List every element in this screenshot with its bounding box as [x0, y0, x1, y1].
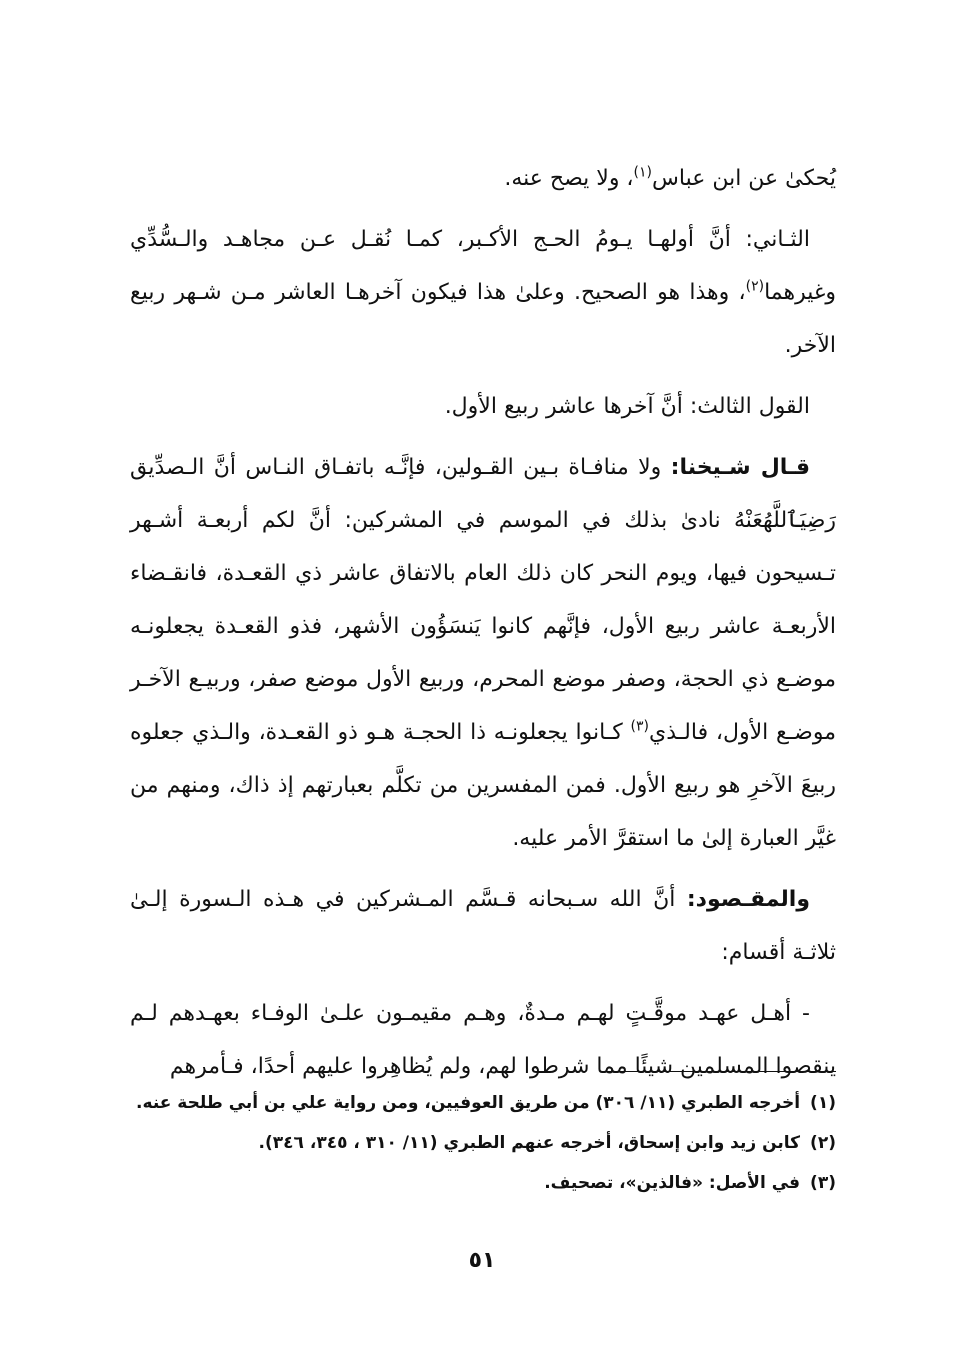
footnote-2 [120, 1123, 836, 1163]
paragraph-5 [130, 873, 836, 979]
paragraph-text-continued: كـانوا يجعلونـه ذا الحجـة هـو ذو القعـدة، والـذي جعلوه ربيعَ الآخرِ هو ربيع الأول. فمن المفسرين من تكلَّم بعبارتهم إذ ذاك، ومنهم من غيَّر العبارة إلىٰ ما استقرَّ الأمر عليه. [130, 720, 836, 851]
paragraph-text: أنَّ الله سـبحانه قـسَّم المـشركين في هـذه الـسورة إلـىٰ ثلاثـة أقسام: [130, 887, 836, 965]
paragraph-text-continued: ، وهذا هو الصحيح. وعلىٰ هذا فيكون آخرهـا العاشر مـن شـهر ربيع الآخر. [130, 280, 836, 358]
paragraph-text-continued: ، ولا يصح عنه. [504, 166, 634, 191]
footnotes [120, 1083, 836, 1203]
footnote-text: كابن زيد وابن إسحاق، أخرجه عنهم الطبري (١١/ ٣١٠ ، ٣٤٥، ٣٤٦). [258, 1133, 801, 1153]
main-text [130, 152, 836, 1093]
footnote-number: (١) [810, 1093, 836, 1113]
paragraph-3 [130, 380, 836, 433]
footnote-ref-2: (٢) [745, 278, 765, 295]
paragraph-lead: والمقـصود: [686, 887, 810, 912]
footnote-number: (٢) [810, 1133, 836, 1153]
footnote-1 [120, 1083, 836, 1123]
footnote-ref-3: (٣) [630, 718, 649, 735]
paragraph-text: يُحكىٰ عن ابن عباس [652, 166, 836, 191]
page-number: ٥١ [468, 1248, 496, 1273]
paragraph-text: - أهـل عهـد موقَّـتٍ لهـم مـدةٌ، وهـم مقيمـون علـىٰ الوفـاء بعهـدهم لـم ينقصوا المسلمين شيئًا مما شرطوا لهم، ولم يُظاهِروا عليهم أحدًا، فـأمرهم [130, 1001, 836, 1079]
footnote-number: (٣) [810, 1173, 836, 1193]
paragraph-lead: قـال شـيخنا: [670, 455, 810, 480]
footnote-3 [120, 1163, 836, 1203]
footnote-text: أخرجه الطبري (١١/ ٣٠٦) من طريق العوفيين، ومن رواية علي بن أبي طلحة عنه. [136, 1093, 801, 1113]
paragraph-text: الثـاني: أنَّ أولهـا يـومُ الحـج الأكـبر، كمـا نُقـل عـن مجاهـد والـسُّدِّي وغيرهما [130, 227, 836, 305]
paragraph-6 [130, 987, 836, 1093]
paragraph-text: القول الثالث: أنَّ آخرها عاشر ربيع الأول. [444, 394, 810, 419]
footnote-text: في الأصل: «فالذين»، تصحيف. [544, 1173, 801, 1193]
footnote-separator [600, 1071, 836, 1072]
paragraph-2 [130, 213, 836, 372]
paragraph-text: ولا منافـاة بـين القـولين، فإنَّـه باتفـاق النـاس أنَّ الـصدِّيق رَضِيَٱللَّهُعَنْهُ نادىٰ بذلك في الموسم في المشركين: أنَّ لكم أربعـة أشـهر تـسيحون فيها، ويوم النحر كان ذلك العام بالاتفاق عاشر ذي القعـدة، فانقـضاء الأربعـة عاشر ربيع الأول، فإنَّهم كانوا يَنسَؤُون الأشهر، فذو القعـدة يجعلونـه موضـع ذي الحجة، وصفر موضع المحرم، وربيع الأول موضع صفر، وربيـع الآخـر موضـع الأول، فالـذي [130, 455, 836, 745]
paragraph-4 [130, 441, 836, 865]
footnote-ref-1: (١) [633, 164, 653, 181]
paragraph-1 [130, 152, 836, 205]
